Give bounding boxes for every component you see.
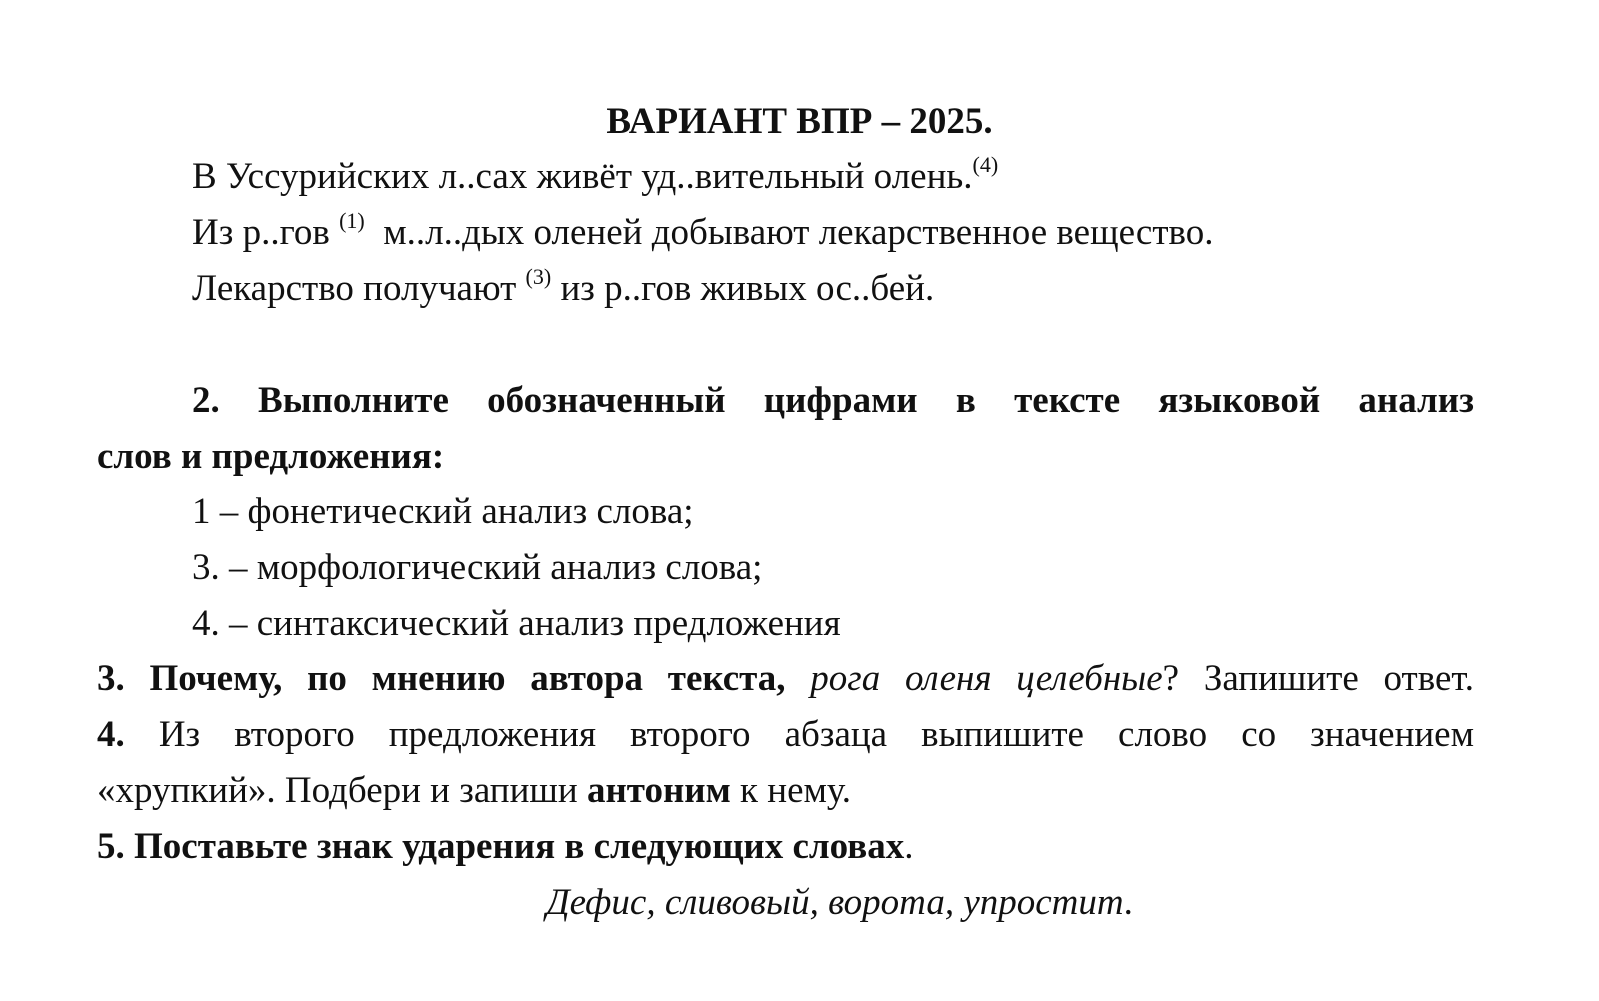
passage-line-1	[192, 152, 999, 199]
task-5-words: Дефис, сливовый, ворота, упростит	[546, 882, 1124, 923]
footnote-marker-1: (1)	[339, 208, 365, 233]
task-4-line-1	[97, 713, 1474, 757]
task-5-words-line	[0, 881, 1599, 925]
task-3-instruction: ? Запишите ответ.	[1162, 658, 1475, 699]
task-2-item: 4. – синтаксический анализ предложения	[192, 603, 841, 644]
task-2-heading-continued: слов и предложения:	[97, 436, 445, 477]
task-4-instruction-continued: «хрупкий». Подбери и запиши	[97, 770, 578, 811]
task-3-question: 3. Почему, по мнению автора текста,	[97, 658, 786, 699]
task-4-instruction-end: к нему.	[740, 770, 851, 811]
passage-sentence-1: В Уссурийских л..сах живёт уд..вительный олень.	[192, 156, 973, 197]
task-5-words-period: .	[1123, 882, 1133, 923]
passage-line-2	[192, 208, 1214, 255]
task-5-instruction: 5. Поставьте знак ударения в следующих словах	[97, 826, 905, 867]
task-2-heading-line-2	[97, 435, 444, 479]
task-4-antonym-keyword: антоним	[586, 770, 731, 811]
passage-sentence-2a: Из р..гов	[192, 212, 330, 253]
task-2-item: 1 – фонетический анализ слова;	[192, 491, 694, 532]
passage-line-3	[192, 264, 935, 311]
footnote-marker-4: (4)	[972, 152, 999, 177]
task-3-quote: рога оленя целебные	[810, 658, 1163, 699]
task-2-item: 3. – морфологический анализ слова;	[192, 547, 763, 588]
task-4-number: 4.	[97, 714, 125, 755]
passage-sentence-3a: Лекарство получают	[192, 268, 517, 309]
passage-sentence-3b: из р..гов живых ос..бей.	[560, 268, 935, 309]
footnote-marker-3: (3)	[525, 264, 552, 289]
task-2-heading-line-1	[192, 379, 1474, 423]
task-5-period: .	[904, 826, 914, 867]
task-4-line-2	[97, 769, 851, 813]
passage-sentence-2b: м..л..дых оленей добывают лекарственное вещество.	[383, 212, 1214, 253]
task-2-heading: 2. Выполните обозначенный цифрами в тексте языковой анализ	[192, 380, 1474, 421]
page-title: ВАРИАНТ ВПР – 2025.	[606, 101, 993, 142]
task-5-line	[97, 825, 914, 869]
task-3-line	[97, 657, 1474, 701]
task-4-instruction: Из второго предложения второго абзаца выпишите слово со значением	[158, 714, 1475, 755]
